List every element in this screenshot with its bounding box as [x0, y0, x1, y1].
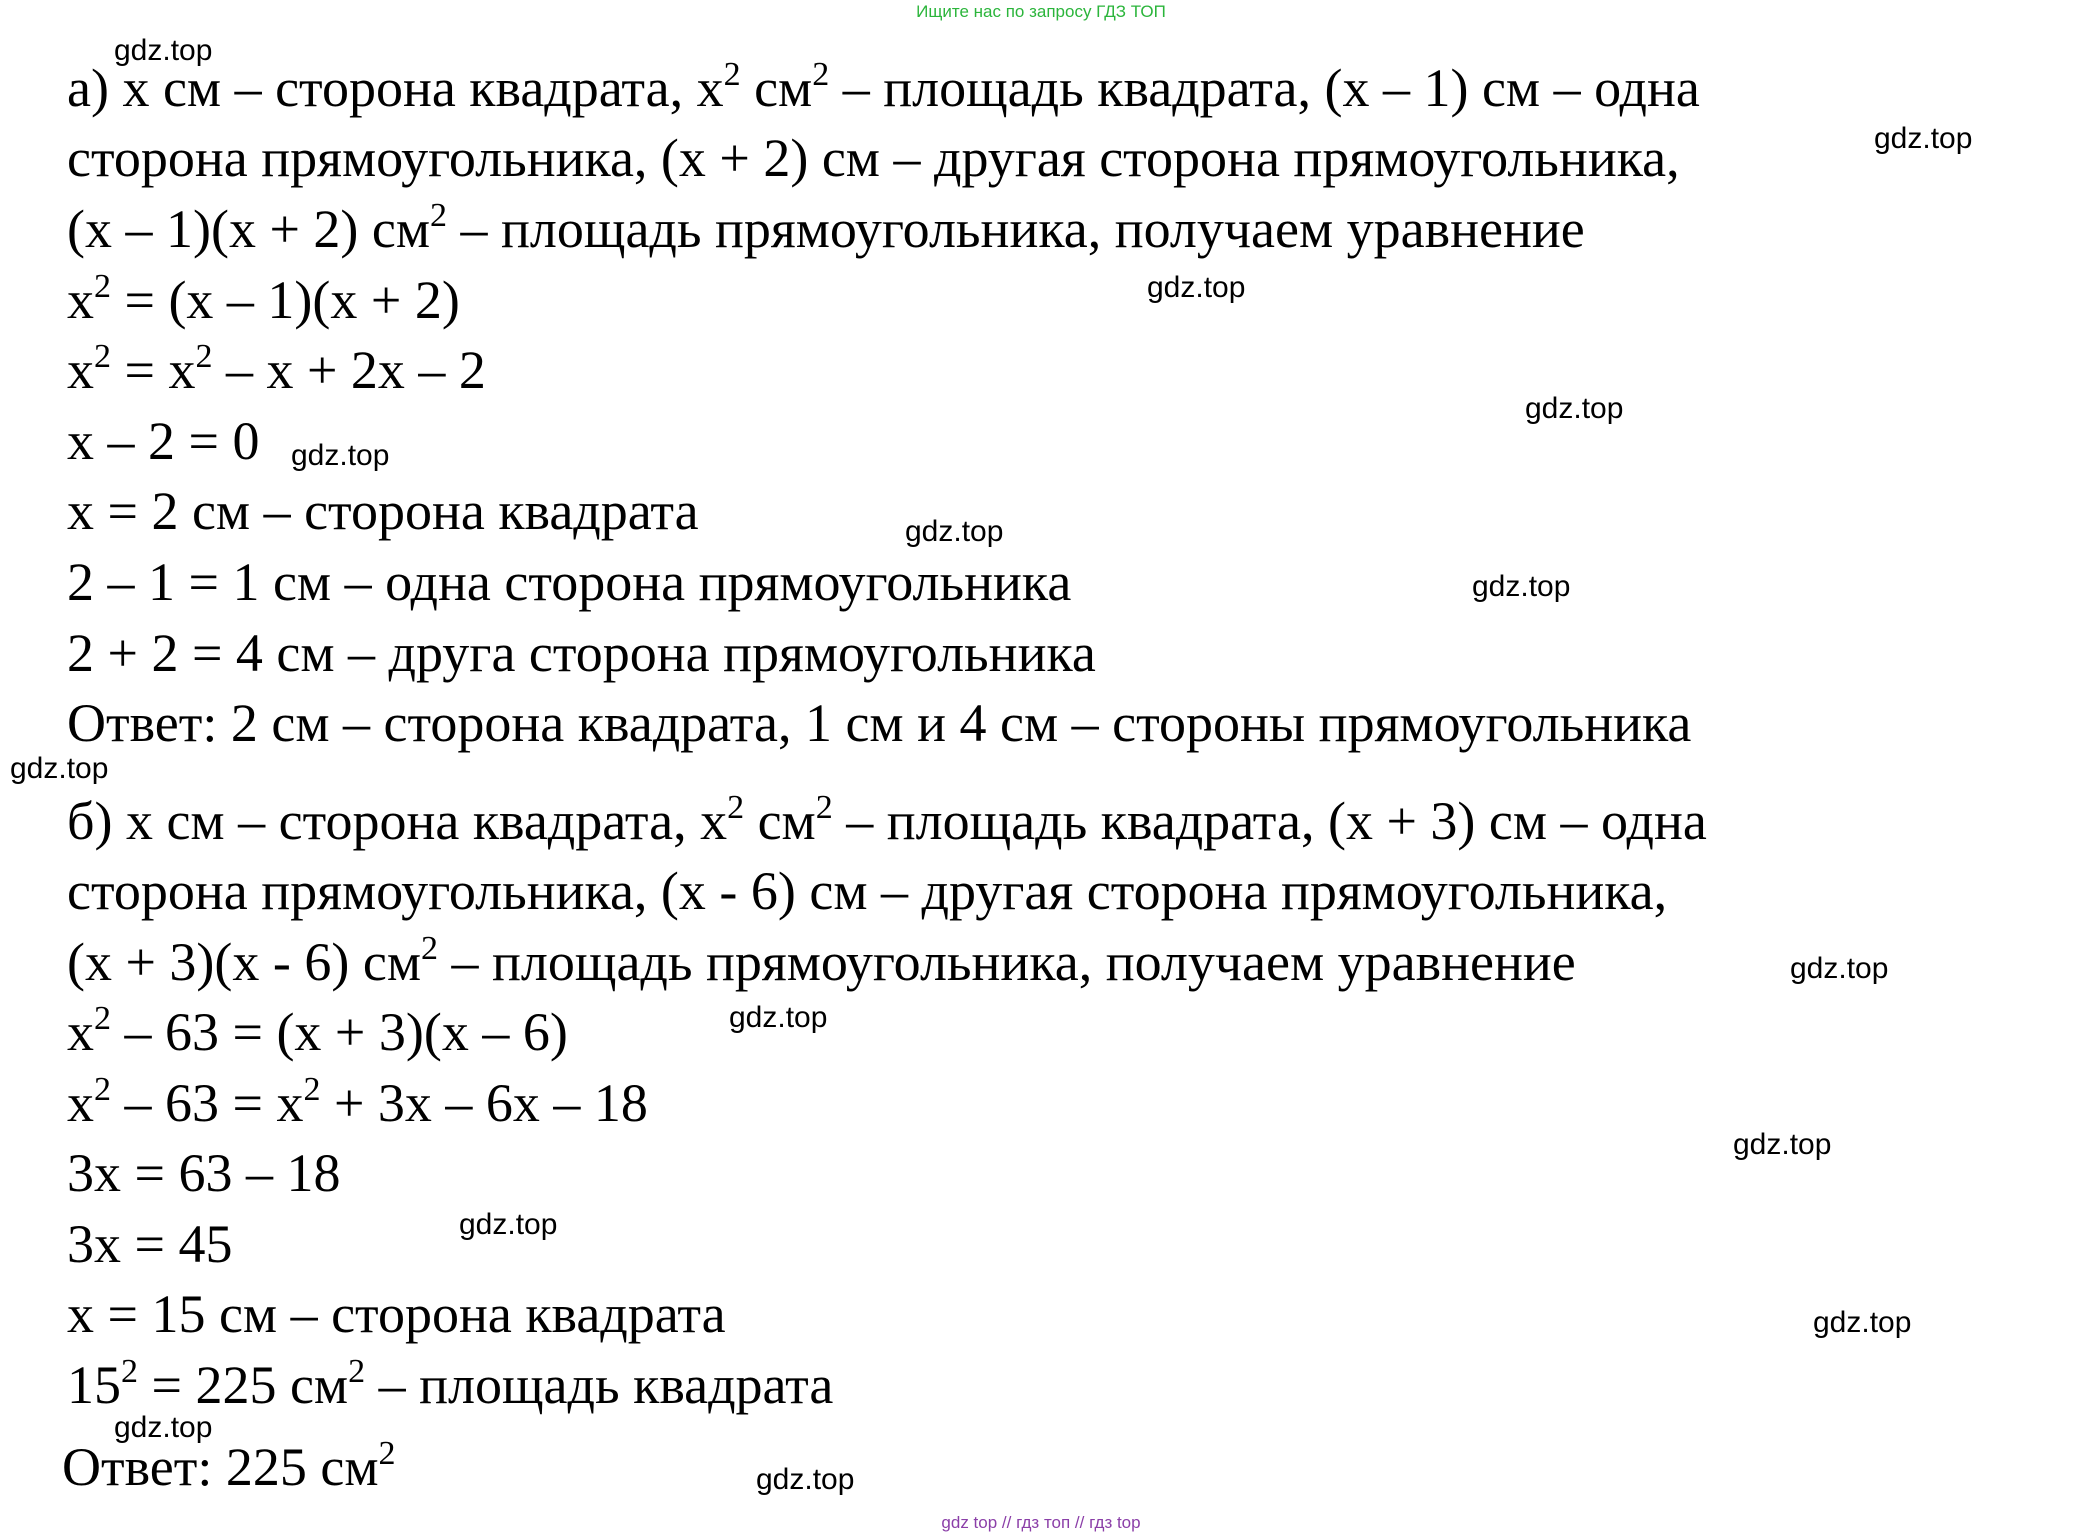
part-b-answer: Ответ: 225 $см^2$ — [62, 1434, 396, 1497]
part-a-line-5: $x^2 = x^2 - x + 2x - 2$ — [67, 337, 486, 400]
part-b-line-7: 3x = 45 — [67, 1214, 233, 1274]
watermark: gdz.top — [114, 1411, 213, 1444]
part-a-line-9: 2 + 2 = 4 см – друга сторона прямоугольника — [67, 623, 1096, 683]
part-b-line-8: x = 15 см – сторона квадрата — [67, 1284, 726, 1344]
watermark: gdz.top — [1790, 952, 1889, 985]
part-a-line-4: $x^2 = (x - 1)(x + 2)$ — [67, 267, 460, 330]
watermark: gdz.top — [10, 752, 109, 785]
watermark: gdz.top — [756, 1463, 855, 1496]
part-b-line-3: (x + 3)(x - 6) $см^2$ – площадь прямоугольника, получаем уравнение — [67, 929, 1576, 992]
watermark: gdz.top — [291, 439, 390, 472]
header-search-link[interactable]: Ищите нас по запросу ГДЗ ТОП — [916, 2, 1166, 21]
watermark: gdz.top — [1813, 1306, 1912, 1339]
part-a-line-7: x = 2 см – сторона квадрата — [67, 481, 699, 541]
part-a-line-6: x – 2 = 0 — [67, 411, 260, 471]
watermark: gdz.top — [1472, 570, 1571, 603]
watermark: gdz.top — [729, 1001, 828, 1034]
watermark: gdz.top — [1525, 392, 1624, 425]
watermark: gdz.top — [1733, 1128, 1832, 1161]
part-b-line-2: сторона прямоугольника, (x - 6) см – другая сторона прямоугольника, — [67, 861, 1668, 921]
part-b-line-1: б) x см – сторона квадрата, $x^2$ $см^2$ – площадь квадрата, (x + 3) см – одна — [67, 788, 1707, 851]
part-a-line-2: сторона прямоугольника, (x + 2) см – другая сторона прямоугольника, — [67, 128, 1680, 188]
watermark: gdz.top — [459, 1208, 558, 1241]
footer-links[interactable]: gdz top // гдз топ // гдз top — [941, 1513, 1141, 1532]
watermark: gdz.top — [114, 34, 213, 67]
part-a-line-1: а) x см – сторона квадрата, $x^2$ $см^2$ – площадь квадрата, (x – 1) см – одна — [67, 55, 1700, 118]
part-a-answer: Ответ: 2 см – сторона квадрата, 1 см и 4 см – стороны прямоугольника — [67, 693, 1692, 753]
watermark: gdz.top — [1874, 122, 1973, 155]
part-a-line-8: 2 – 1 = 1 см – одна сторона прямоугольника — [67, 552, 1072, 612]
part-b-line-9: $15^2 = 225$ $см^2$ – площадь квадрата — [67, 1352, 834, 1415]
watermark: gdz.top — [905, 515, 1004, 548]
watermark: gdz.top — [1147, 271, 1246, 304]
part-b-line-6: 3x = 63 – 18 — [67, 1143, 341, 1203]
part-b-line-4: $x^2 - 63 = (x + 3)(x - 6)$ — [67, 999, 568, 1062]
part-b-line-5: $x^2 - 63 = x^2 + 3x - 6x - 18$ — [67, 1070, 648, 1133]
part-a-line-3: (x – 1)(x + 2) $см^2$ – площадь прямоугольника, получаем уравнение — [67, 196, 1585, 259]
